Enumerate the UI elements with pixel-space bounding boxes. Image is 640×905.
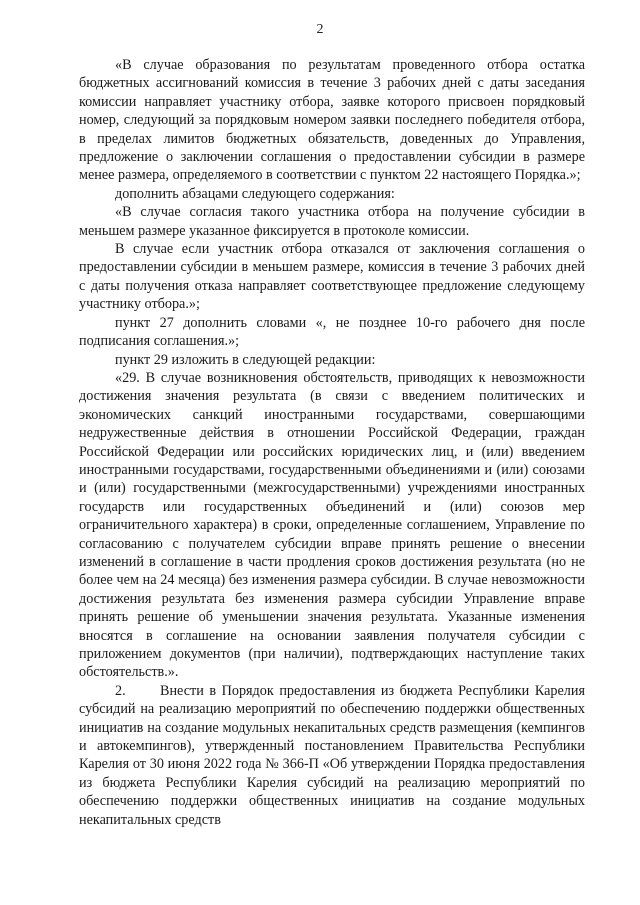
item-number: 2. <box>115 682 126 699</box>
paragraph-clause-29-intro: пункт 29 изложить в следующей редакции: <box>115 351 376 368</box>
page-number: 2 <box>316 22 324 37</box>
document-body <box>79 56 585 829</box>
paragraph-clause-29-text: «29. В случае возникновения обстоятельств, приводящих к невозможности достижения значения результата (в связи с введением политических и экономических санкций иностранными государствами, совершающими недружественные действия в отношении Российской Федерации, граждан Российской Федерации или российских юридических лиц, и (или) введением иностранными государствами, государственными объединениями и (или) союзами и (или) государственными (межгосударственными) учреждениями иностранных государств или государственных объединений и (или) союзов мер ограничительного характера) в сроки, определенные соглашением, Управление по согласованию с получателем субсидии вправе принять решение о внесении изменений в соглашение в части продления сроков достижения результата (но не более чем на 24 месяца) без изменения размера субсидии. В случае невозможности достижения результата без изменения размера субсидии Управление вправе принять решение об уменьшении значения результата. Указанные изменения вносятся в соглашение на основании заявления получателя субсидии с приложением документов (при наличии), подтверждающих наступление таких обстоятельств.». <box>79 369 585 681</box>
paragraph-add-clauses: дополнить абзацами следующего содержания: <box>115 185 395 202</box>
paragraph-consent: «В случае согласия такого участника отбора на получение субсидии в меньшем размере указанное фиксируется в протоколе комиссии. <box>79 204 585 239</box>
item-2-text: Внести в Порядок предоставления из бюджета Республики Карелия субсидий на реализацию мероприятий по обеспечению поддержки общественных инициатив на создание модульных некапитальных средств размещения (кемпингов и автокемпингов), утвержденный постановлением Правительства Республики Карелия от 30 июня 2022 года № 366-П «Об утверждении Порядка предоставления из бюджета Республики Карелия субсидий на реализацию мероприятий по обеспечению поддержки общественных инициатив на создание модульных некапитальных средств <box>79 682 585 828</box>
paragraph-refusal: В случае если участник отбора отказался от заключения соглашения о предоставлении субсидии в меньшем размере, комиссия в течение 3 рабочих дней с даты получения отказа направляет соответствующее предложение следующему участнику отбора.»; <box>79 241 585 313</box>
numbered-item-2 <box>79 682 585 829</box>
paragraph-remainder-balance: «В случае образования по результатам проведенного отбора остатка бюджетных ассигнований комиссия в течение 3 рабочих дней с даты заседания комиссии направляет участнику отбора, заявке которого присвоен порядковый номер, следующий за порядковым номером заявки последнего победителя отбора, в пределах лимитов бюджетных обязательств, доведенных до Управления, предложение о заключении соглашения о предоставлении субсидии в размере менее размера, определяемого в соответствии с пунктом 22 настоящего Порядка.»; <box>79 57 585 184</box>
paragraph-clause-27: пункт 27 дополнить словами «, не позднее 10-го рабочего дня после подписания соглашения.»; <box>79 314 585 350</box>
